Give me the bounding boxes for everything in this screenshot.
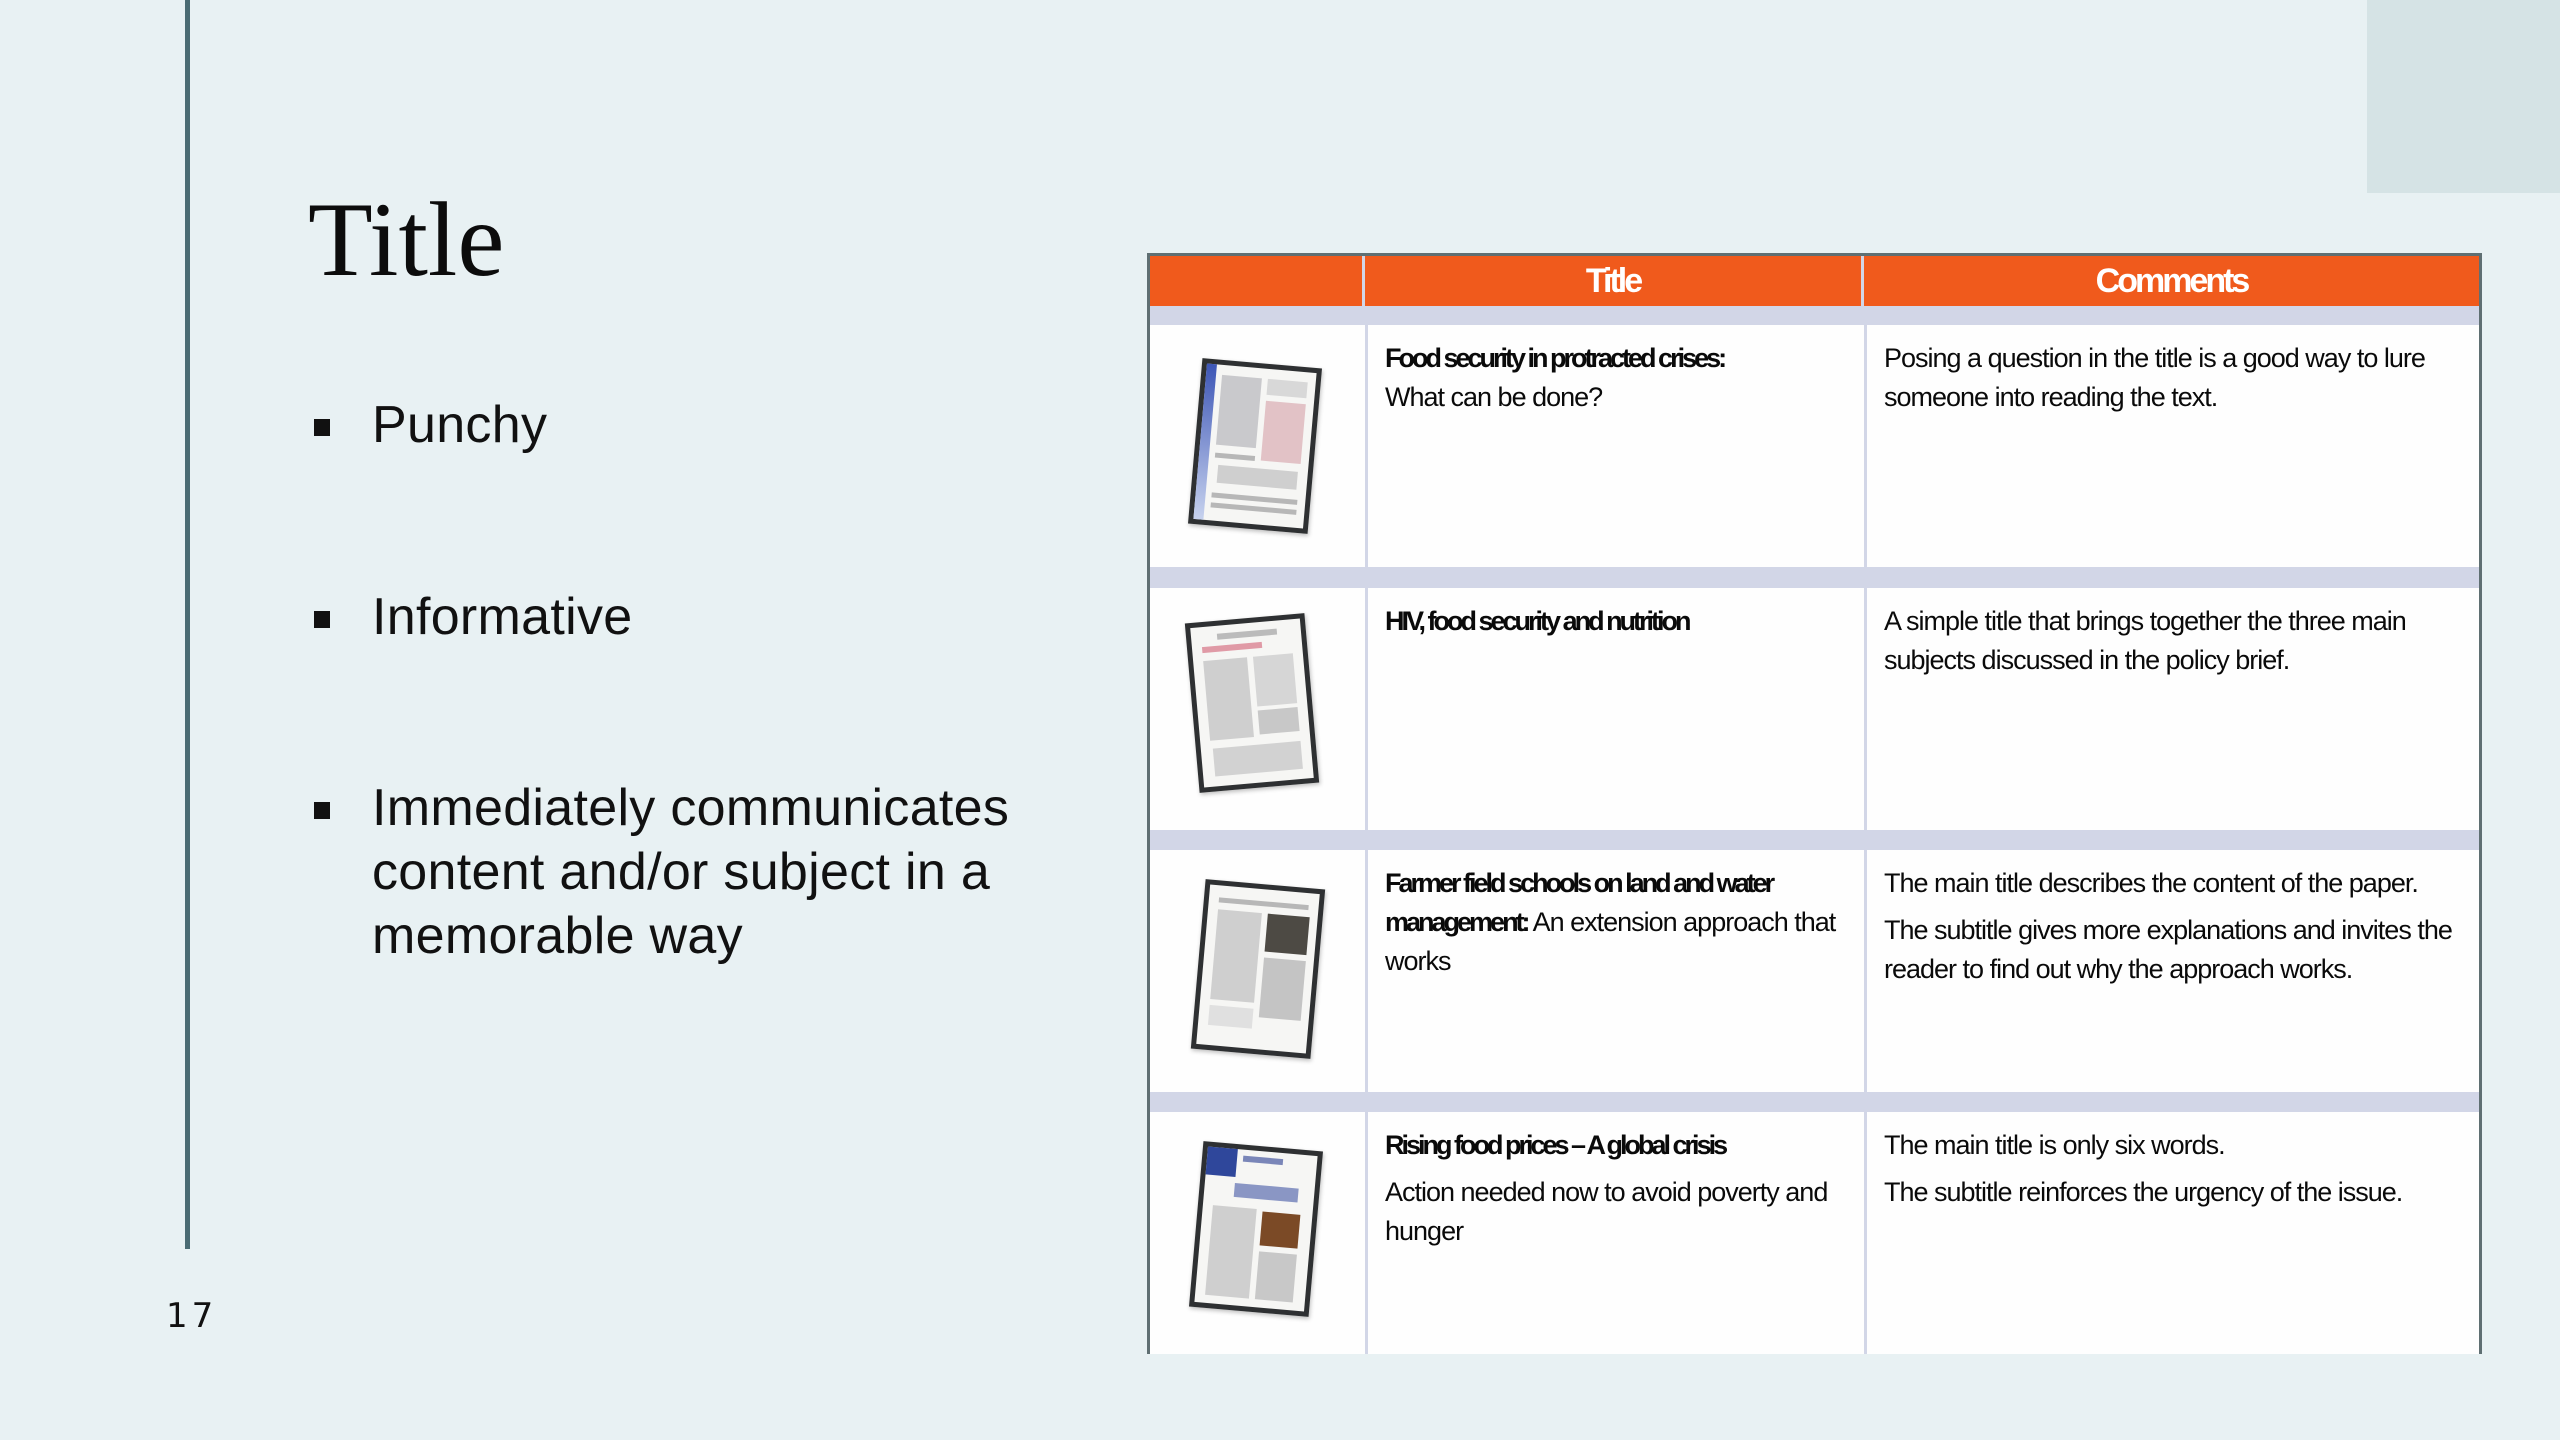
- comments-cell: [1867, 850, 2479, 1092]
- bullet-item: [314, 585, 1074, 649]
- document-thumbnail-icon: [1188, 358, 1322, 534]
- title-cell: [1368, 588, 1864, 830]
- thumbnail-cell: [1150, 850, 1365, 1092]
- bullet-text: Punchy: [372, 396, 548, 454]
- comment-text: Posing a question in the title is a good way to lure someone into reading the text.: [1884, 343, 2425, 412]
- table-row: [1150, 850, 2479, 1092]
- title-main: Rising food prices – A global crisis: [1385, 1130, 1726, 1160]
- title-main: HIV, food security and nutrition: [1385, 606, 1689, 636]
- title-main: Farmer field schools on land and water management:: [1385, 868, 1773, 937]
- bullet-text: Informative: [372, 588, 633, 646]
- vertical-accent-line: [185, 0, 190, 1249]
- title-subtitle: Action needed now to avoid poverty and hunger: [1385, 1177, 1828, 1246]
- bullet-item: [314, 776, 1074, 968]
- table-row: [1150, 325, 2479, 567]
- thumbnail-cell: [1150, 325, 1365, 567]
- bullet-square-icon: [314, 419, 330, 436]
- document-thumbnail-icon: [1191, 879, 1325, 1059]
- bullet-text: Immediately communicates content and/or subject in a memorable way: [372, 779, 1010, 965]
- thumbnail-cell: [1150, 588, 1365, 830]
- comment-text: The subtitle gives more explanations and invites the reader to find out why the approach works.: [1884, 915, 2452, 984]
- title-cell: [1368, 325, 1864, 567]
- table-row: [1150, 588, 2479, 830]
- header-cell-title: Title: [1365, 256, 1864, 306]
- document-thumbnail-icon: [1189, 1141, 1323, 1317]
- table-header-row: [1150, 256, 2479, 306]
- comment-text: The main title is only six words.: [1884, 1130, 2225, 1160]
- title-cell: [1368, 850, 1864, 1092]
- comments-cell: [1867, 1112, 2479, 1354]
- examples-table: [1147, 253, 2482, 1354]
- document-thumbnail-icon: [1185, 613, 1319, 793]
- comments-cell: [1867, 588, 2479, 830]
- page-number: 17: [166, 1296, 218, 1336]
- comment-text: The subtitle reinforces the urgency of the issue.: [1884, 1177, 2403, 1207]
- header-cell-comments: Comments: [2095, 261, 2248, 300]
- title-cell: [1368, 1112, 1864, 1354]
- bullet-square-icon: [314, 802, 330, 819]
- table-row: [1150, 1112, 2479, 1354]
- comments-cell: [1867, 325, 2479, 567]
- title-main: Food security in protracted crises:: [1385, 343, 1725, 373]
- title-subtitle: An extension approach that works: [1385, 907, 1836, 976]
- slide-title: Title: [308, 181, 505, 298]
- bullet-item: [314, 393, 1074, 457]
- bullet-square-icon: [314, 611, 330, 628]
- comment-text: A simple title that brings together the three main subjects discussed in the policy brief.: [1884, 606, 2406, 675]
- thumbnail-cell: [1150, 1112, 1365, 1354]
- title-subtitle: What can be done?: [1385, 382, 1603, 412]
- header-cell-thumbnail: [1150, 256, 1365, 306]
- corner-decoration-block: [2367, 0, 2560, 193]
- comment-text: The main title describes the content of the paper.: [1884, 868, 2418, 898]
